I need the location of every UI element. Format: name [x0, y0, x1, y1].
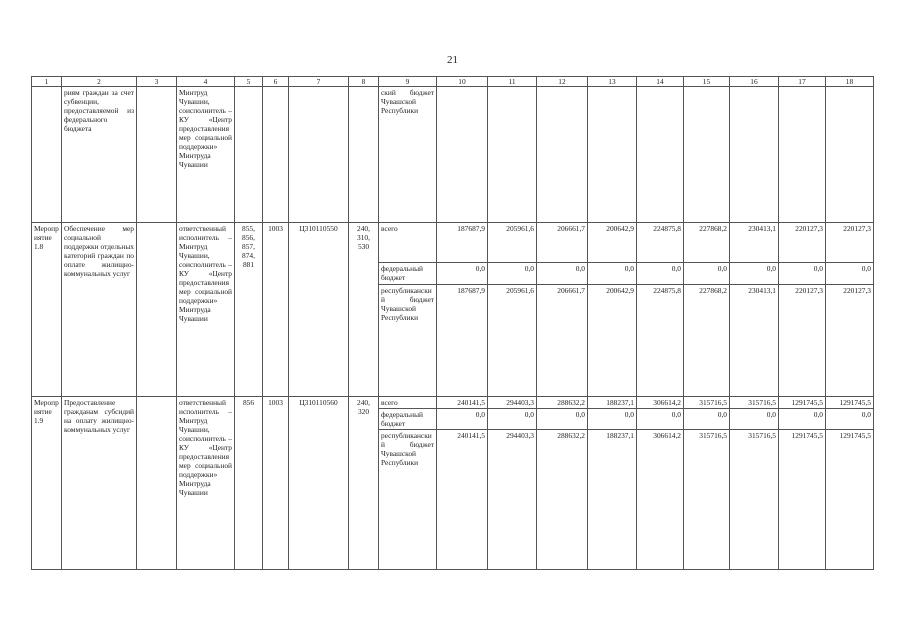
column-number: 5 — [235, 77, 263, 87]
vr-code: 240, 320 — [349, 397, 379, 570]
column-number: 9 — [379, 77, 437, 87]
measure-executor: Минтруд Чувашии, соисполнитель – КУ «Центр предоставления мер социальной поддержки» Минтруда Чувашии — [177, 87, 235, 223]
funding-source: всего — [379, 223, 437, 263]
funding-source: республиканский бюджет Чувашской Республики — [379, 430, 437, 570]
csr-code: Ц310110560 — [289, 397, 349, 570]
cell-empty — [488, 87, 537, 223]
funding-value: 220127,3 — [826, 285, 874, 397]
page-number: 21 — [447, 54, 458, 66]
funding-value: 0,0 — [588, 409, 637, 430]
rzpr-code: 1003 — [263, 223, 289, 397]
column-number: 7 — [289, 77, 349, 87]
column-number: 17 — [779, 77, 826, 87]
funding-value: 220127,3 — [826, 223, 874, 263]
cell-empty — [235, 87, 263, 223]
funding-value: 294403,3 — [488, 430, 537, 570]
funding-source: всего — [379, 397, 437, 409]
funding-value: 0,0 — [826, 409, 874, 430]
funding-source: ский бюджет Чувашской Республики — [379, 87, 437, 223]
cell-empty — [437, 87, 488, 223]
funding-value: 187687,9 — [437, 285, 488, 397]
cell-empty — [263, 87, 289, 223]
funding-value: 306614,2 — [637, 397, 684, 409]
funding-value: 0,0 — [730, 409, 779, 430]
cell-empty — [32, 87, 62, 223]
cell-empty — [730, 87, 779, 223]
csr-code: Ц310110550 — [289, 223, 349, 397]
column-number: 16 — [730, 77, 779, 87]
funding-value: 230413,1 — [730, 285, 779, 397]
funding-value: 0,0 — [684, 263, 730, 285]
funding-value: 288632,2 — [537, 430, 588, 570]
column-number-row — [32, 77, 874, 87]
measure-executor: ответственный исполнитель – Минтруд Чувашии, соисполнитель – КУ «Центр предоставления мер социальной поддержки» Минтруда Чувашии — [177, 397, 235, 570]
cell-empty — [826, 87, 874, 223]
funding-value: 315716,5 — [684, 430, 730, 570]
funding-value: 294403,3 — [488, 397, 537, 409]
funding-value: 0,0 — [488, 409, 537, 430]
funding-value: 200642,9 — [588, 223, 637, 263]
funding-value: 1291745,5 — [826, 430, 874, 570]
grbs-code: 855, 856, 857, 874, 881 — [235, 223, 263, 397]
funding-value: 224875,8 — [637, 285, 684, 397]
funding-value: 188237,1 — [588, 397, 637, 409]
funding-value: 200642,9 — [588, 285, 637, 397]
funding-value: 188237,1 — [588, 430, 637, 570]
column-number: 13 — [588, 77, 637, 87]
funding-source: федеральный бюджет — [379, 409, 437, 430]
funding-value: 230413,1 — [730, 223, 779, 263]
funding-value: 206661,7 — [537, 285, 588, 397]
funding-value: 0,0 — [684, 409, 730, 430]
funding-source: республиканский бюджет Чувашской Республики — [379, 285, 437, 397]
funding-value: 240141,5 — [437, 397, 488, 409]
continuation-row — [32, 87, 874, 223]
funding-value: 0,0 — [537, 409, 588, 430]
measure-executor: ответственный исполнитель – Минтруд Чувашии, соисполнитель – КУ «Центр предоставления мер социальной поддержки» Минтруда Чувашии — [177, 223, 235, 397]
cell-empty — [137, 397, 177, 570]
column-number: 12 — [537, 77, 588, 87]
column-number: 10 — [437, 77, 488, 87]
funding-value: 224875,8 — [637, 223, 684, 263]
funding-value: 227868,2 — [684, 223, 730, 263]
funding-row — [32, 223, 874, 263]
funding-value: 0,0 — [826, 263, 874, 285]
funding-value: 315716,5 — [730, 397, 779, 409]
column-number: 2 — [62, 77, 137, 87]
funding-value: 315716,5 — [730, 430, 779, 570]
cell-empty — [137, 223, 177, 397]
funding-value: 1291745,5 — [779, 430, 826, 570]
funding-value: 0,0 — [488, 263, 537, 285]
funding-value: 0,0 — [637, 263, 684, 285]
measure-label: Мероприятие 1.9 — [32, 397, 62, 570]
funding-value: 187687,9 — [437, 223, 488, 263]
grbs-code: 856 — [235, 397, 263, 570]
cell-empty — [779, 87, 826, 223]
vr-code: 240, 310, 530 — [349, 223, 379, 397]
measure-label: Мероприятие 1.8 — [32, 223, 62, 397]
cell-empty — [537, 87, 588, 223]
funding-source: федеральный бюджет — [379, 263, 437, 285]
column-number: 6 — [263, 77, 289, 87]
funding-value: 288632,2 — [537, 397, 588, 409]
cell-empty — [349, 87, 379, 223]
funding-value: 315716,5 — [684, 397, 730, 409]
funding-value: 0,0 — [537, 263, 588, 285]
funding-value: 206661,7 — [537, 223, 588, 263]
funding-value: 1291745,5 — [826, 397, 874, 409]
cell-empty — [137, 87, 177, 223]
measure-description: Обеспечение мер социальной поддержки отдельных категорий граждан по оплате жилищно-коммунальных услуг — [62, 223, 137, 397]
cell-empty — [588, 87, 637, 223]
cell-empty — [684, 87, 730, 223]
measure-description: риям граждан за счет субвенции, предоставляемой из федерального бюджета — [62, 87, 137, 223]
cell-empty — [289, 87, 349, 223]
funding-value: 227868,2 — [684, 285, 730, 397]
measure-description: Предоставление гражданам субсидий на оплату жилищно-коммунальных услуг — [62, 397, 137, 570]
funding-value: 0,0 — [588, 263, 637, 285]
funding-value: 0,0 — [779, 263, 826, 285]
funding-value: 1291745,5 — [779, 397, 826, 409]
funding-value: 240141,5 — [437, 430, 488, 570]
cell-empty — [637, 87, 684, 223]
funding-value: 220127,3 — [779, 223, 826, 263]
column-number: 15 — [684, 77, 730, 87]
funding-value: 306614,2 — [637, 430, 684, 570]
column-number: 8 — [349, 77, 379, 87]
column-number: 14 — [637, 77, 684, 87]
column-number: 18 — [826, 77, 874, 87]
funding-value: 0,0 — [779, 409, 826, 430]
column-number: 1 — [32, 77, 62, 87]
funding-value: 0,0 — [637, 409, 684, 430]
funding-value: 205961,6 — [488, 285, 537, 397]
funding-value: 205961,6 — [488, 223, 537, 263]
column-number: 11 — [488, 77, 537, 87]
funding-value: 220127,3 — [779, 285, 826, 397]
funding-value: 0,0 — [730, 263, 779, 285]
funding-row — [32, 397, 874, 409]
funding-value: 0,0 — [437, 409, 488, 430]
funding-value: 0,0 — [437, 263, 488, 285]
program-table — [31, 76, 874, 570]
rzpr-code: 1003 — [263, 397, 289, 570]
column-number: 4 — [177, 77, 235, 87]
column-number: 3 — [137, 77, 177, 87]
